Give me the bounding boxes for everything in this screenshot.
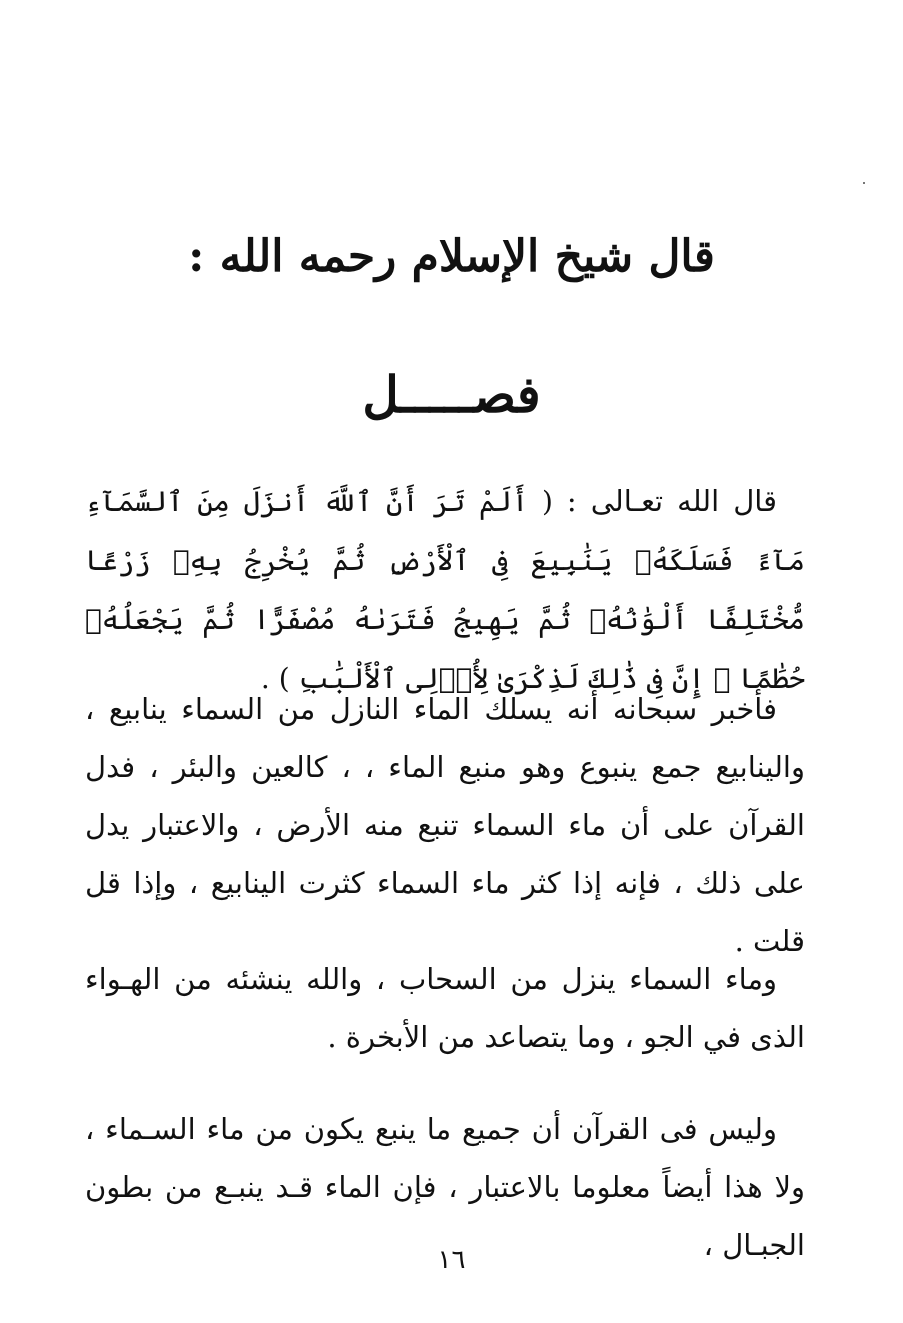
scan-speck — [863, 182, 865, 184]
paragraph-text: وليس فى القرآن أن جميع ما ينبع يكون من ماء السـماء ، ولا هذا أيضاً معلوما بالاعتبار ، فإن الماء قـد ينبـع من بطون الجبـال ، — [85, 1112, 805, 1262]
paragraph-text: فأخبر سبحانه أنه يسلك الماء النازل من السماء ينابيع ، والينابيع جمع ينبوع وهو منبع الماء ، ، كالعين والبئر ، فدل القرآن على أن ماء السماء تنبع منه الأرض ، والاعتبار يدل على ذلك ، فإنه إذا كثر ماء السماء كثرت الينابيع ، وإذا قل قلت . — [85, 692, 805, 958]
page-number: ١٦ — [437, 1245, 466, 1275]
paragraph-rain — [85, 950, 805, 1066]
paragraph-springs — [85, 680, 805, 970]
paragraph-text: وماء السماء ينزل من السحاب ، والله ينشئه من الهـواء الذى في الجو ، وما يتصاعد من الأبخرة . — [85, 962, 805, 1054]
verse-intro: قال الله تعـالى : — [566, 484, 778, 518]
paragraph-verse — [85, 472, 805, 708]
quran-verse: ( أَلَمْ تَرَ أَنَّ ٱللَّهَ أَنزَلَ مِنَ ٱلسَّمَآءِ مَآءً فَسَلَكَهُۥ يَنَٰبِيعَ فِى ٱلْأَرْضِ ثُمَّ يُخْرِجُ بِهِۦ زَرْعًا مُّخْتَلِفًا أَلْوَٰنُهُۥ ثُمَّ يَهِيجُ فَتَرَىٰهُ مُصْفَرًّا ثُمَّ يَجْعَلُهُۥ حُطَٰمًا ۚ إِنَّ فِى ذَٰلِكَ لَذِكْرَىٰ لِأُو۟لِى ٱلْأَلْبَٰبِ ) . — [85, 485, 805, 695]
page-heading: قال شيخ الإسلام رحمه الله : — [188, 231, 715, 282]
section-title: فصـــــل — [362, 365, 541, 424]
